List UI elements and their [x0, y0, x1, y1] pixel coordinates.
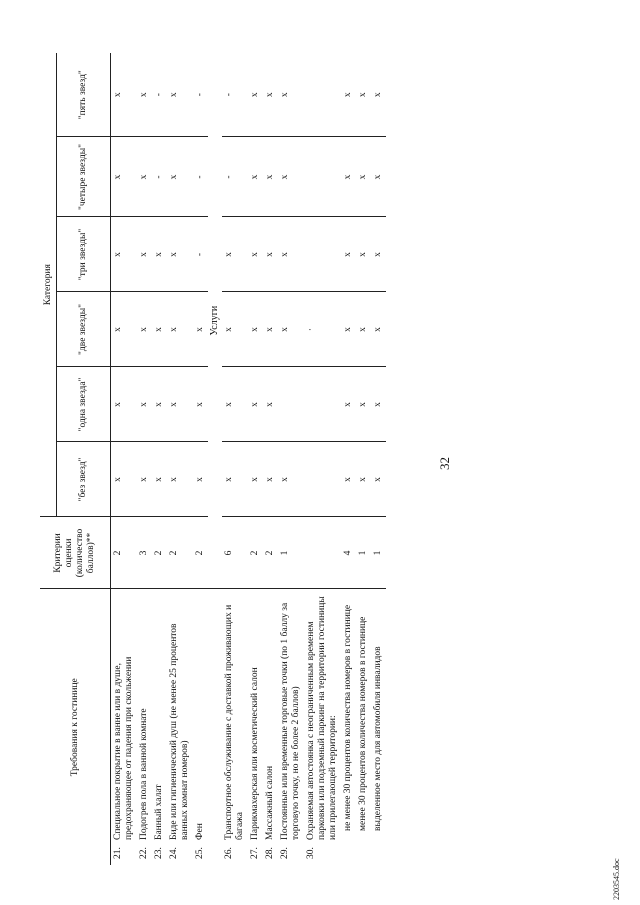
- section-spacer: [208, 589, 222, 865]
- category-mark: х: [341, 217, 356, 292]
- category-mark: х: [167, 442, 193, 517]
- category-mark: х: [193, 442, 208, 517]
- table-row: [278, 53, 304, 865]
- criteria-points: 2: [167, 517, 193, 589]
- header-cat-1: "одна звезда": [57, 367, 111, 442]
- header-cat-4: "четыре звезды": [57, 137, 111, 217]
- category-mark: х: [167, 53, 193, 137]
- row-number: [371, 843, 386, 865]
- category-mark: х: [222, 367, 248, 442]
- section-title: Услуги: [208, 53, 222, 589]
- category-mark: х: [356, 292, 371, 367]
- category-mark: х: [137, 292, 152, 367]
- header-cat-5: "пять звезд": [57, 53, 111, 137]
- header-requirement: Требования к гостинице: [40, 589, 111, 865]
- criteria-points: 1: [371, 517, 386, 589]
- row-number: 24.: [169, 847, 179, 859]
- header-cat-2: "две звезды": [57, 292, 111, 367]
- category-mark: -: [222, 53, 248, 137]
- category-mark: х: [248, 442, 263, 517]
- category-mark: х: [193, 367, 208, 442]
- criteria-points: 4: [341, 517, 356, 589]
- category-mark: -: [193, 53, 208, 137]
- category-mark: х: [111, 442, 138, 517]
- category-mark: х: [137, 137, 152, 217]
- row-number: 27.: [250, 847, 260, 859]
- row-number: 30.: [306, 847, 316, 859]
- page-number: 32: [437, 457, 452, 470]
- criteria-points: 6: [222, 517, 248, 589]
- category-mark: х: [371, 53, 386, 137]
- header-cat-3: "три звезды": [57, 217, 111, 292]
- category-mark: [304, 217, 341, 292]
- row-number: [356, 843, 371, 865]
- table-row: [371, 53, 386, 865]
- category-mark: х: [278, 292, 304, 367]
- category-mark: х: [263, 367, 278, 442]
- row-number: 25.: [195, 847, 205, 859]
- category-mark: -: [222, 137, 248, 217]
- category-mark: х: [248, 217, 263, 292]
- category-mark: х: [152, 292, 167, 367]
- criteria-points: 3: [137, 517, 152, 589]
- requirement-text: не менее 30 процентов количества номеров в гостинице: [343, 604, 353, 831]
- header-cat-0: "без звезд": [57, 442, 111, 517]
- category-mark: -: [152, 137, 167, 217]
- row-number: [341, 843, 356, 865]
- criteria-points: 2: [248, 517, 263, 589]
- category-mark: х: [341, 292, 356, 367]
- category-mark: х: [193, 292, 208, 367]
- criteria-points: [304, 517, 341, 589]
- category-mark: х: [263, 217, 278, 292]
- category-mark: х: [152, 367, 167, 442]
- category-mark: х: [341, 137, 356, 217]
- header-criteria: Критерии оценки (количество баллов)**: [40, 517, 111, 589]
- criteria-points: 2: [152, 517, 167, 589]
- category-mark: х: [248, 292, 263, 367]
- row-number: 28.: [265, 847, 275, 859]
- row-number: 29.: [280, 847, 290, 859]
- category-mark: х: [167, 137, 193, 217]
- category-mark: [304, 53, 341, 137]
- category-mark: х: [222, 292, 248, 367]
- category-mark: х: [356, 367, 371, 442]
- category-mark: х: [137, 367, 152, 442]
- category-mark: х: [167, 217, 193, 292]
- table-row: [248, 53, 263, 865]
- category-mark: х: [111, 292, 138, 367]
- hotel-requirements-table: [40, 53, 386, 865]
- category-mark: х: [341, 442, 356, 517]
- category-mark: х: [248, 53, 263, 137]
- category-mark: х: [248, 367, 263, 442]
- category-mark: х: [111, 137, 138, 217]
- row-number: 23.: [154, 847, 164, 859]
- category-mark: х: [278, 442, 304, 517]
- requirement-text: Подогрев пола в ванной комнате: [139, 708, 149, 840]
- category-mark: х: [278, 53, 304, 137]
- criteria-points: 2: [263, 517, 278, 589]
- category-mark: х: [371, 137, 386, 217]
- category-mark: х: [278, 217, 304, 292]
- category-mark: х: [263, 137, 278, 217]
- table-row: [167, 53, 193, 865]
- category-mark: х: [263, 292, 278, 367]
- category-mark: ·: [304, 292, 341, 367]
- category-mark: х: [263, 53, 278, 137]
- criteria-points: 1: [356, 517, 371, 589]
- category-mark: -: [152, 53, 167, 137]
- category-mark: х: [371, 442, 386, 517]
- category-mark: х: [111, 53, 138, 137]
- requirement-text: Парикмахерская или косметический салон: [250, 667, 260, 840]
- requirement-text: Транспортное обслуживание с доставкой проживающих и багажа: [224, 604, 245, 840]
- header-category: Категория: [40, 53, 57, 517]
- category-mark: [304, 367, 341, 442]
- criteria-points: 2: [111, 517, 138, 589]
- document-id: 2203545.doc: [612, 858, 621, 900]
- table-body: [111, 53, 387, 865]
- category-mark: х: [152, 442, 167, 517]
- category-mark: х: [278, 137, 304, 217]
- category-mark: [304, 442, 341, 517]
- table-row: [222, 53, 248, 865]
- row-number: 26.: [224, 847, 234, 859]
- category-mark: х: [371, 217, 386, 292]
- requirement-text: Постоянные или временные торговые точки (по 1 баллу за торговую точку, но не более 2 баллов): [280, 602, 301, 840]
- requirement-text: менее 30 процентов количества номеров в гостинице: [358, 616, 368, 831]
- category-mark: х: [356, 217, 371, 292]
- category-mark: х: [222, 217, 248, 292]
- requirement-text: Биде или гигиенический душ (не менее 25 процентов ванных комнат номеров): [169, 623, 190, 840]
- category-mark: х: [356, 442, 371, 517]
- category-mark: х: [248, 137, 263, 217]
- section-row: [208, 53, 222, 865]
- category-mark: х: [137, 442, 152, 517]
- table-row: [137, 53, 152, 865]
- category-mark: х: [167, 292, 193, 367]
- requirement-text: Фен: [195, 823, 205, 840]
- requirement-text: Специальное покрытие в ванне или в душе, предохраняющее от падения при скольжении: [113, 656, 134, 840]
- category-mark: -: [193, 137, 208, 217]
- category-mark: х: [371, 292, 386, 367]
- category-mark: х: [111, 217, 138, 292]
- category-mark: х: [341, 367, 356, 442]
- category-mark: х: [111, 367, 138, 442]
- category-mark: х: [137, 217, 152, 292]
- category-mark: [304, 137, 341, 217]
- requirement-text: Банный халат: [154, 784, 164, 840]
- category-mark: х: [371, 367, 386, 442]
- criteria-points: 2: [193, 517, 208, 589]
- category-mark: х: [222, 442, 248, 517]
- category-mark: х: [356, 137, 371, 217]
- category-mark: х: [356, 53, 371, 137]
- category-mark: х: [263, 442, 278, 517]
- table-row: [304, 53, 341, 865]
- table-row: [263, 53, 278, 865]
- requirement-text: Охраняемая автостоянка с неограниченным временем парковки или подземный паркинг на территории гостиницы или прилегающей территории:: [306, 596, 338, 840]
- requirement-text: выделенное место для автомобиля инвалидов: [373, 646, 383, 831]
- criteria-points: 1: [278, 517, 304, 589]
- row-number: 21.: [113, 847, 123, 859]
- category-mark: -: [193, 217, 208, 292]
- table-row: [341, 53, 356, 865]
- category-mark: х: [167, 367, 193, 442]
- table-row: [356, 53, 371, 865]
- category-mark: х: [152, 217, 167, 292]
- table-row: [152, 53, 167, 865]
- table-row: [111, 53, 138, 865]
- category-mark: х: [341, 53, 356, 137]
- requirement-text: Массажный салон: [265, 765, 275, 840]
- category-mark: х: [137, 53, 152, 137]
- row-number: 22.: [139, 847, 149, 859]
- table-row: [193, 53, 208, 865]
- category-mark: [278, 367, 304, 442]
